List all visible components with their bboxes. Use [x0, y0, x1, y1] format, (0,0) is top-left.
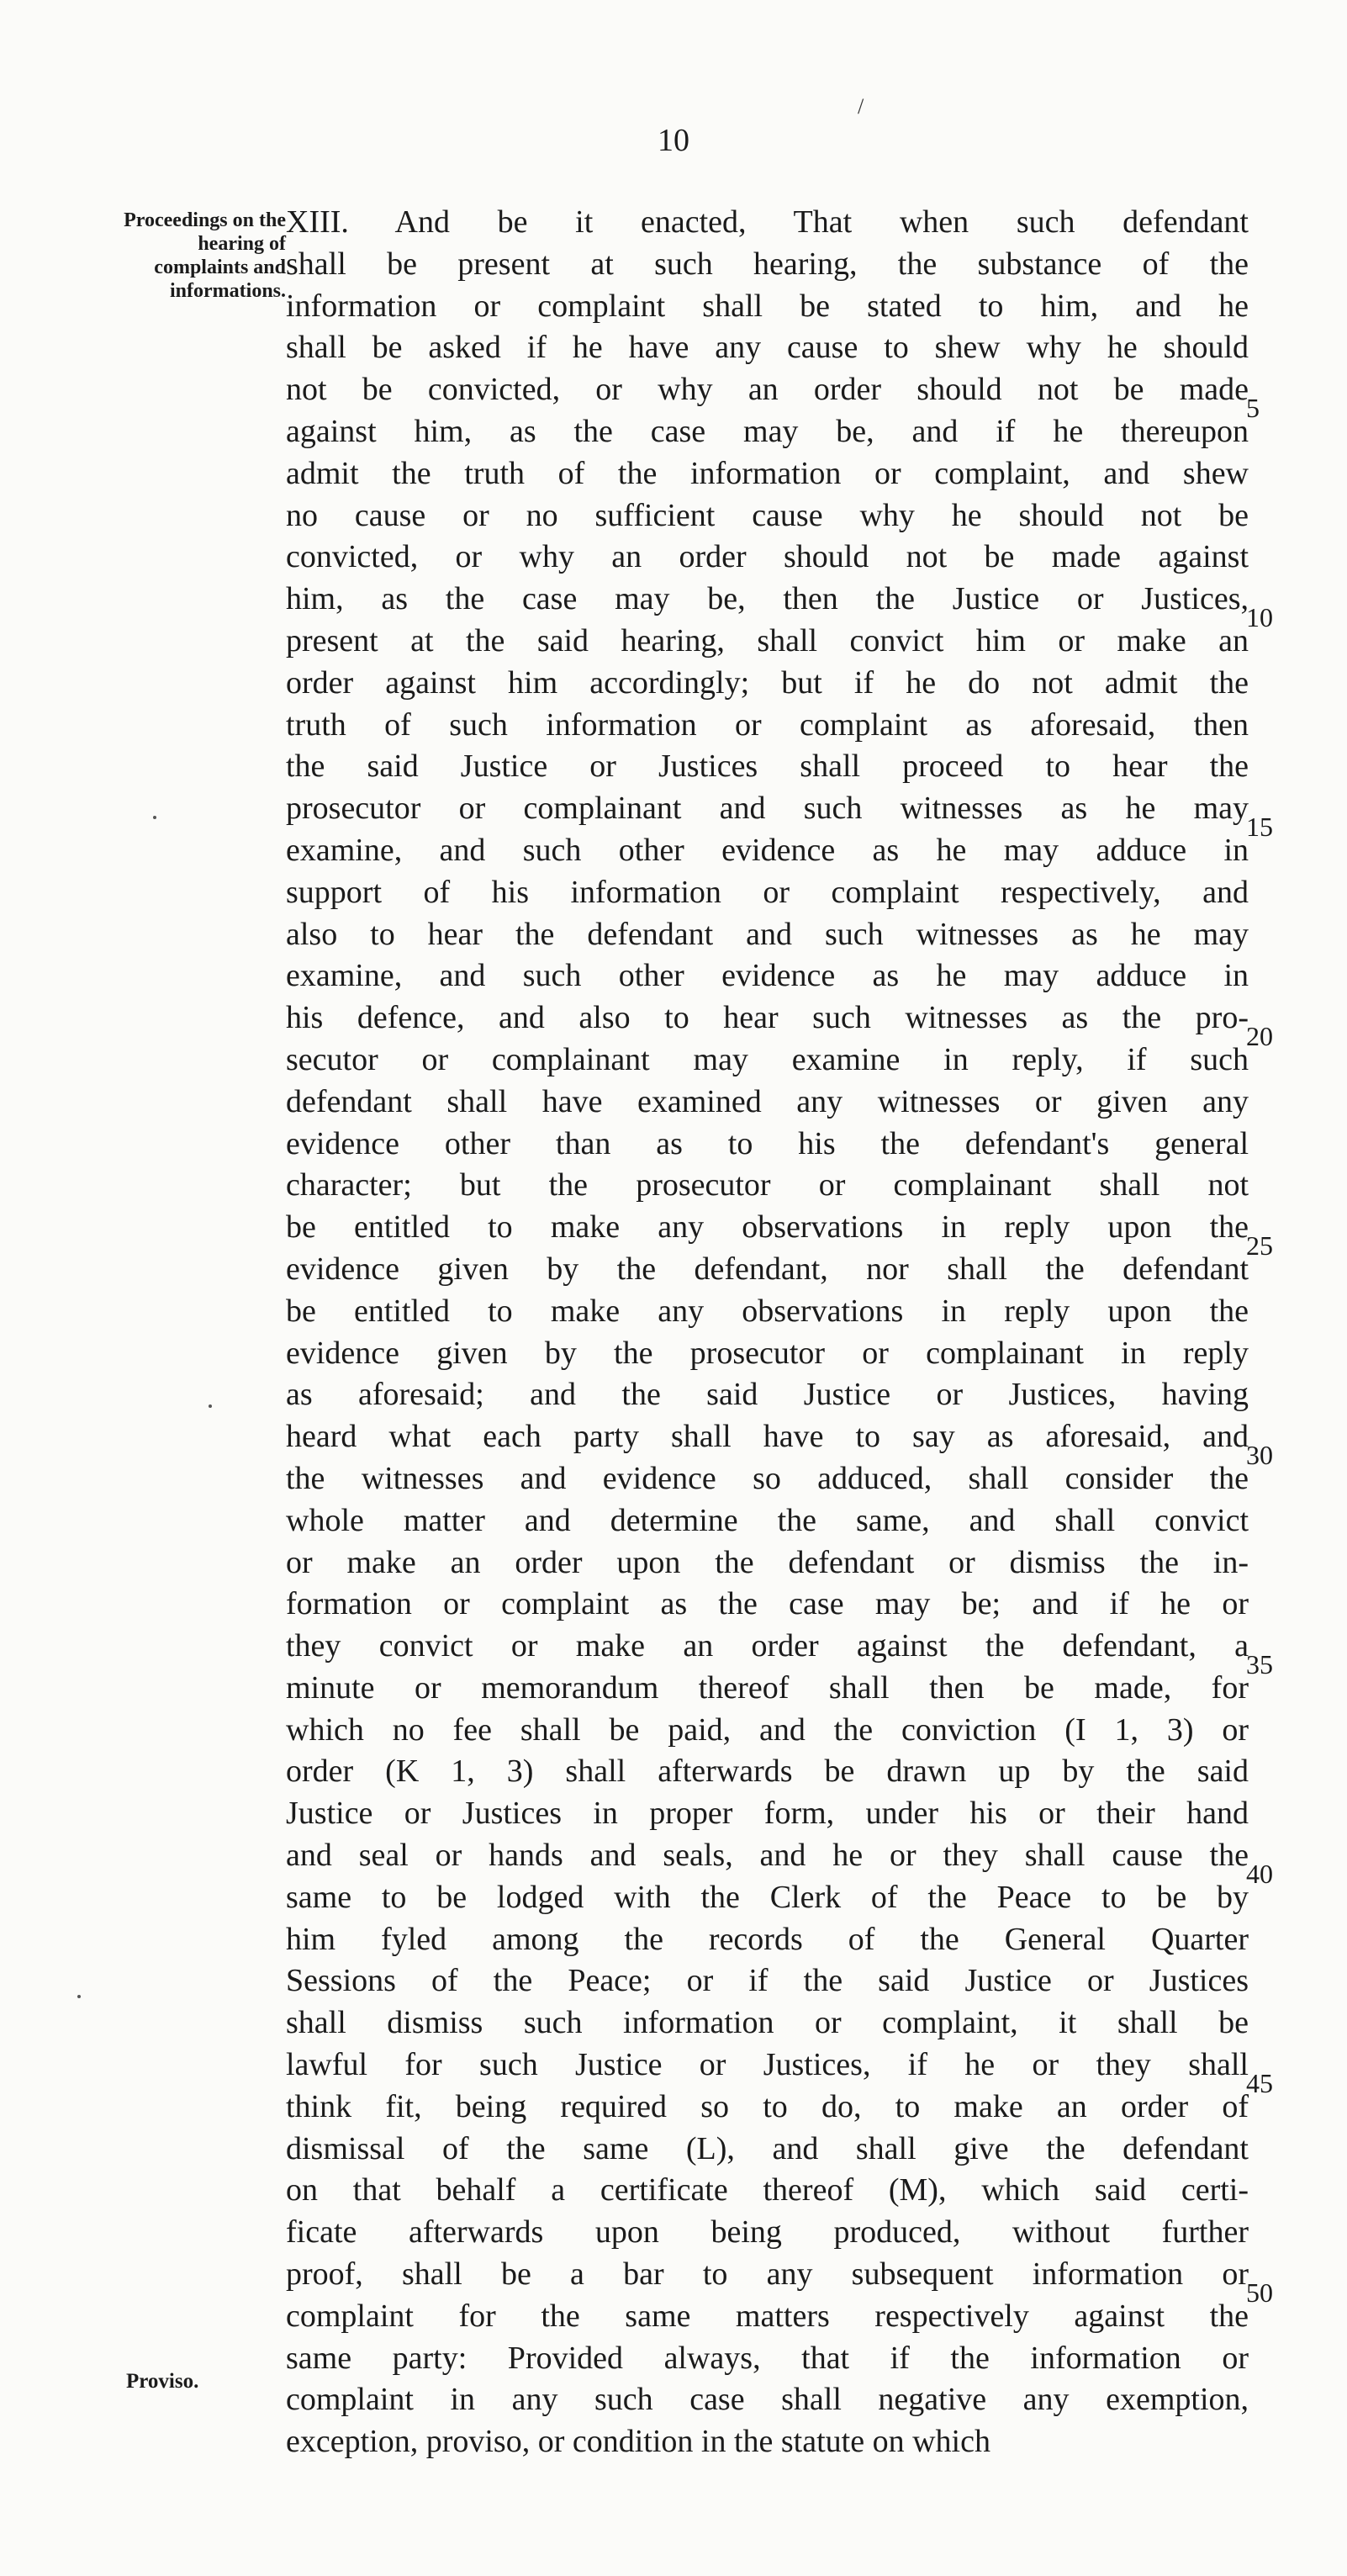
text-line: no cause or no sufficient cause why he should not be [286, 497, 1249, 533]
text-line: Justice or Justices in proper form, under his or their hand [286, 1796, 1249, 1832]
text-line: lawful for such Justice or Justices, if he or they shall [286, 2047, 1249, 2083]
text-line: the said Justice or Justices shall proceed to hear the [286, 748, 1249, 785]
text-line: the witnesses and evidence so adduced, shall consider the [286, 1460, 1249, 1496]
text-line: truth of such information or complaint as aforesaid, then [286, 706, 1249, 743]
margin-note-proviso: Proviso. [126, 2370, 199, 2393]
text-line: same party: Provided always, that if the information or [286, 2340, 1249, 2376]
text-line: or make an order upon the defendant or dismiss the in- [286, 1544, 1249, 1580]
ink-speck [77, 1995, 81, 1998]
ink-speck [209, 1404, 212, 1408]
text-line: complaint for the same matters respectively against the [286, 2298, 1249, 2334]
text-line: also to hear the defendant and such witnesses as he may [286, 916, 1249, 952]
text-line: minute or memorandum thereof shall then be made, for [286, 1669, 1249, 1706]
text-line: evidence other than as to his the defendant's general [286, 1125, 1249, 1161]
text-line: Sessions of the Peace; or if the said Justice or Justices [286, 1963, 1249, 1999]
line-number: 50 [1246, 2277, 1273, 2308]
text-line: exception, proviso, or condition in the statute on which [286, 2424, 990, 2460]
line-number: 10 [1246, 602, 1273, 632]
line-number: 20 [1246, 1021, 1273, 1051]
text-line: XIII. And be it enacted, That when such defendant [286, 204, 1249, 240]
text-line: against him, as the case may be, and if he thereupon [286, 413, 1249, 449]
line-number: 45 [1246, 2068, 1273, 2098]
text-line: be entitled to make any observations in reply upon the [286, 1209, 1249, 1246]
text-line: evidence given by the prosecutor or complainant in reply [286, 1335, 1249, 1371]
text-line: character; but the prosecutor or complainant shall not [286, 1167, 1249, 1203]
text-line: admit the truth of the information or complaint, and shew [286, 455, 1249, 491]
body-text [286, 202, 1249, 2463]
text-line: on that behalf a certificate thereof (M), which said certi- [286, 2172, 1249, 2208]
line-number: 25 [1246, 1230, 1273, 1261]
text-line: him, as the case may be, then the Justice or Justices, [286, 581, 1249, 617]
text-line: secutor or complainant may examine in reply, if such [286, 1041, 1249, 1077]
text-line: think fit, being required so to do, to make an order of [286, 2088, 1249, 2124]
text-line: same to be lodged with the Clerk of the Peace to be by [286, 1879, 1249, 1915]
text-line: ficate afterwards upon being produced, without further [286, 2214, 1249, 2251]
ink-speck [153, 816, 156, 819]
line-number: 15 [1246, 812, 1273, 842]
text-line: convicted, or why an order should not be made against [286, 539, 1249, 575]
text-line: be entitled to make any observations in reply upon the [286, 1293, 1249, 1329]
text-line: and seal or hands and seals, and he or they shall cause the [286, 1838, 1249, 1874]
text-line: heard what each party shall have to say as aforesaid, and [286, 1419, 1249, 1455]
text-line: order against him accordingly; but if he do not admit the [286, 664, 1249, 701]
line-number: 30 [1246, 1440, 1273, 1470]
page-number: 10 [658, 123, 689, 158]
text-line: him fyled among the records of the General Quarter [286, 1921, 1249, 1957]
margin-note-proceedings: Proceedings on the hearing of complaints and informations. [124, 209, 286, 302]
text-line: evidence given by the defendant, nor shall the defendant [286, 1251, 1249, 1287]
text-line: defendant shall have examined any witnesses or given any [286, 1083, 1249, 1119]
text-line: support of his information or complaint respectively, and [286, 874, 1249, 910]
text-line: dismissal of the same (L), and shall give the defendant [286, 2130, 1249, 2166]
text-line: prosecutor or complainant and such witnesses as he may [286, 791, 1249, 827]
pencil-tick-mark: / [858, 94, 864, 119]
text-line: his defence, and also to hear such witnesses as the pro- [286, 1000, 1249, 1036]
text-line: formation or complaint as the case may be; and if he or [286, 1586, 1249, 1622]
line-number: 40 [1246, 1859, 1273, 1889]
line-number: 35 [1246, 1649, 1273, 1679]
text-line: examine, and such other evidence as he may adduce in [286, 958, 1249, 994]
text-line: proof, shall be a bar to any subsequent information or [286, 2256, 1249, 2293]
text-line: complaint in any such case shall negative any exemption, [286, 2382, 1249, 2418]
text-line: shall be present at such hearing, the substance of the [286, 246, 1249, 282]
text-line: as aforesaid; and the said Justice or Justices, having [286, 1377, 1249, 1413]
text-line: not be convicted, or why an order should not be made [286, 372, 1249, 408]
text-line: present at the said hearing, shall convict him or make an [286, 622, 1249, 659]
text-line: order (K 1, 3) shall afterwards be drawn up by the said [286, 1753, 1249, 1790]
text-line: examine, and such other evidence as he may adduce in [286, 832, 1249, 868]
text-line: they convict or make an order against the defendant, a [286, 1628, 1249, 1664]
text-line: which no fee shall be paid, and the conviction (I 1, 3) or [286, 1711, 1249, 1748]
text-line: shall be asked if he have any cause to shew why he should [286, 330, 1249, 366]
text-line: shall dismiss such information or complaint, it shall be [286, 2005, 1249, 2041]
text-line: information or complaint shall be stated to him, and he [286, 288, 1249, 324]
line-number: 5 [1246, 393, 1260, 423]
text-line: whole matter and determine the same, and shall convict [286, 1502, 1249, 1538]
